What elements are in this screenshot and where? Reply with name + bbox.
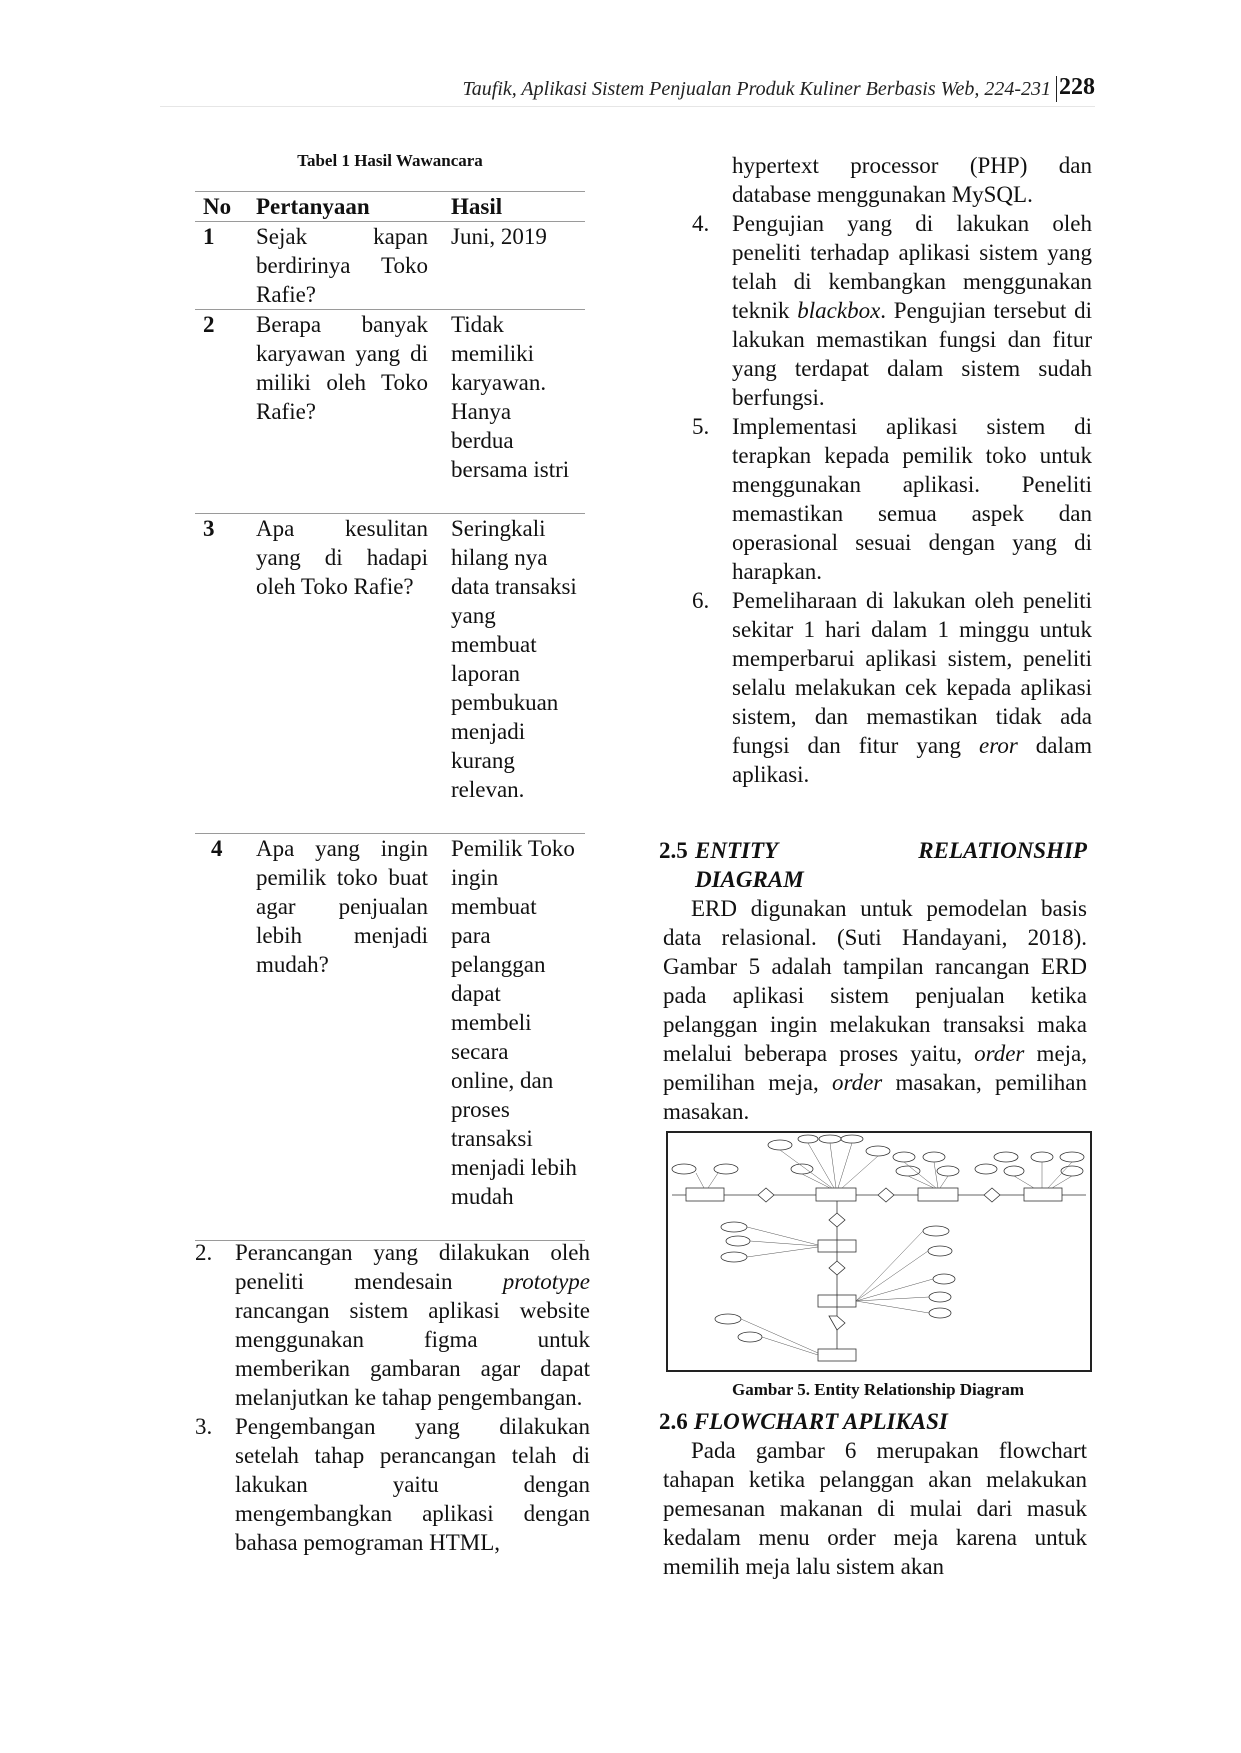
row-question: Apa yang ingin pemilik toko buat agar penjualan lebih menjadi mudah?: [256, 836, 428, 977]
list-item-emphasis: blackbox: [797, 298, 881, 323]
running-header: [160, 72, 1095, 107]
table-row: [195, 222, 585, 310]
section-heading-2-6: [659, 1407, 1087, 1436]
list-item-text: . Pengujian tersebut di lakukan memastikan fungsi dan fitur yang terdapat dalam sistem sudah berfungsi.: [732, 298, 1093, 410]
list-item-text: Implementasi aplikasi sistem di terapkan kepada pemilik toko untuk menggunakan aplikasi. Peneliti memastikan semua aspek dan operasional sesuai dengan yang di harapkan.: [732, 414, 1092, 584]
section-title: FLOWCHART APLIKASI: [693, 1409, 948, 1434]
list-continuation: hypertext processor (PHP) dan database menggunakan MySQL.: [732, 153, 1092, 207]
list-item-emphasis: eror: [979, 733, 1018, 758]
paragraph-emphasis: order: [974, 1041, 1025, 1066]
col-header-hasil: Hasil: [451, 194, 503, 219]
right-numbered-list: [692, 151, 1092, 789]
row-result: Pemilik Toko ingin membuat para pelanggan dapat membeli secara online, dan proses transaksi menjadi lebih mudah: [451, 836, 577, 1209]
list-item: [692, 412, 1092, 586]
erd-diagram-image: [668, 1133, 1090, 1370]
list-item-emphasis: prototype: [502, 1269, 590, 1294]
col-header-no: No: [203, 194, 232, 219]
table-row: [195, 310, 585, 514]
list-item: [195, 1412, 590, 1557]
table-header-row: [195, 191, 585, 222]
row-result: Tidak memiliki karyawan. Hanya berdua bersama istri: [451, 312, 570, 482]
list-item-text: Pengembangan yang dilakukan setelah tahap perancangan telah di lakukan yaitu dengan mengembangkan aplikasi dengan bahasa pemograman HTML,: [235, 1414, 590, 1555]
list-item-text: Pemeliharaan di lakukan oleh peneliti sekitar 1 hari dalam 1 minggu untuk memperbarui aplikasi sistem, peneliti selalu melakukan cek kepada aplikasi sistem, dan memastikan tidak ada fungsi dan fitur yang: [732, 588, 1092, 758]
row-no: 4: [211, 836, 223, 861]
section-number: 2.5: [659, 838, 688, 863]
row-result: Juni, 2019: [451, 224, 547, 249]
erd-entity: [686, 1188, 724, 1201]
list-item-text: Perancangan yang dilakukan oleh peneliti mendesain: [235, 1240, 590, 1294]
paragraph-text: masakan, pemilihan masakan.: [663, 1070, 1087, 1124]
section-title-part: RELATIONSHIP: [918, 838, 1087, 863]
interview-table: [195, 191, 585, 1241]
row-result: Seringkali hilang nya data transaksi yang membuat laporan pembukuan menjadi kurang relevan.: [451, 516, 577, 802]
section-heading-2-5: [659, 836, 1087, 894]
header-divider: [1056, 76, 1057, 102]
section-2-6-paragraph: Pada gambar 6 merupakan flowchart tahapan ketika pelanggan akan melakukan pemesanan makanan di mulai dari masuk kedalam menu order meja karena untuk memilih meja lalu sistem akan: [663, 1438, 1087, 1579]
erd-entity: [918, 1188, 958, 1201]
section-title-part: ENTITY: [695, 838, 779, 863]
erd-entity: [816, 1188, 856, 1201]
erd-entity: [1024, 1188, 1062, 1201]
list-item-text: Pengujian yang di lakukan oleh peneliti terhadap aplikasi sistem yang telah di kembangkan menggunakan teknik: [732, 211, 1092, 323]
paragraph-text: ERD digunakan untuk pemodelan basis data relasional. (Suti Handayani, 2018). Gambar 5 adalah tampilan rancangan ERD pada aplikasi sistem penjualan ketika pelanggan ingin melakukan transaksi maka melalui beberapa proses yaitu,: [663, 896, 1087, 1066]
table-caption: Tabel 1 Hasil Wawancara: [297, 151, 483, 170]
section-title-part: DIAGRAM: [695, 867, 804, 892]
list-item-number: 2.: [195, 1240, 213, 1265]
table-row: [195, 514, 585, 834]
page-number: 228: [1059, 74, 1095, 100]
left-numbered-list: [195, 1238, 590, 1557]
section-2-5-paragraph: [663, 894, 1087, 1126]
list-item: [195, 1238, 590, 1412]
table-row: [195, 834, 585, 1241]
col-header-pertanyaan: Pertanyaan: [256, 194, 370, 219]
paragraph-emphasis: order: [831, 1070, 883, 1095]
list-item-number: 4.: [692, 211, 710, 236]
list-item: [692, 209, 1092, 412]
section-number: 2.6: [659, 1409, 688, 1434]
row-question: Berapa banyak karyawan yang di miliki oleh Toko Rafie?: [256, 312, 428, 424]
list-item-number: 3.: [195, 1414, 213, 1439]
row-question: Apa kesulitan yang di hadapi oleh Toko Rafie?: [256, 516, 428, 599]
list-item-number: 5.: [692, 414, 710, 439]
erd-figure: [666, 1131, 1092, 1372]
paragraph-text: meja, pemilihan meja,: [663, 1041, 1087, 1095]
list-item-number: 6.: [692, 588, 710, 613]
row-no: 1: [203, 224, 215, 249]
list-item-text: rancangan sistem aplikasi website menggunakan figma untuk memberikan gambaran agar dapat melanjutkan ke tahap pengembangan.: [235, 1298, 590, 1410]
figure-caption: Gambar 5. Entity Relationship Diagram: [731, 1380, 1024, 1399]
row-no: 2: [203, 312, 215, 337]
row-question: Sejak kapan berdirinya Toko Rafie?: [256, 224, 428, 307]
list-item-text: dalam aplikasi.: [732, 733, 1092, 787]
erd-entity: [818, 1349, 856, 1361]
list-item: [692, 586, 1092, 789]
row-no: 3: [203, 516, 215, 541]
running-title: Taufik, Aplikasi Sistem Penjualan Produk Kuliner Berbasis Web, 224-231: [462, 78, 1051, 100]
